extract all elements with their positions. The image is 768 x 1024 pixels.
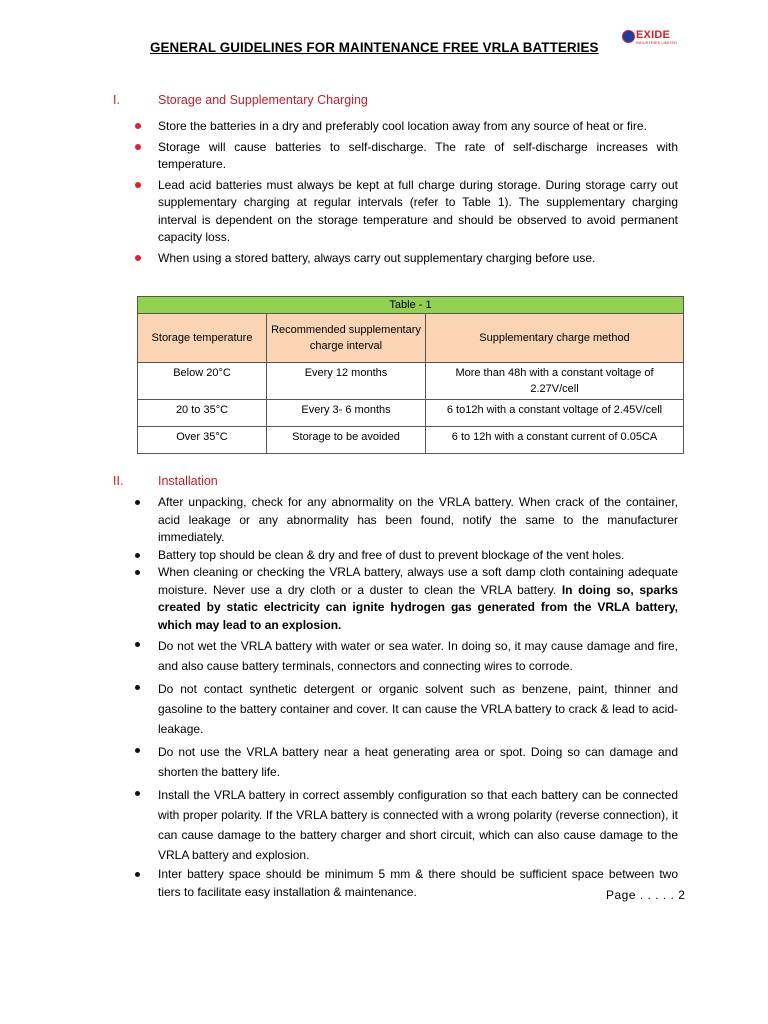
table-header-cell: Supplementary charge method: [426, 314, 684, 363]
bullet-icon: [135, 182, 141, 188]
bullet-icon: [135, 872, 140, 877]
storage-table: [137, 296, 684, 454]
table-header-cell: Storage temperature: [138, 314, 267, 363]
warning-text: In doing so, sparks created by static electricity can ignite hydrogen gas generated from the VRLA battery, which may lead to an explosion.: [158, 582, 679, 632]
section-1-number: I.: [113, 93, 120, 107]
section-1-bullets: [132, 118, 678, 267]
table-cell: Below 20°C: [138, 363, 267, 400]
list-item: Inter battery space should be minimum 5 mm & there should be sufficient space between two tiers to facilitate easy installation & maintenance.: [132, 866, 678, 901]
page-number: Page . . . . . 2: [606, 888, 686, 902]
table-cell: Storage to be avoided: [267, 427, 426, 454]
bullet-icon: [135, 553, 140, 558]
section-2-number: II.: [113, 474, 124, 488]
list-item: After unpacking, check for any abnormality on the VRLA battery. When crack of the container, acid leakage or any abnormality has been found, notify the same to the manufacturer immediately.: [132, 494, 678, 547]
table-header-cell: Recommended supplementary charge interval: [267, 314, 426, 363]
bullet-icon: [135, 123, 141, 129]
page-title: GENERAL GUIDELINES FOR MAINTENANCE FREE VRLA BATTERIES: [150, 40, 599, 55]
list-item: Store the batteries in a dry and preferably cool location away from any source of heat or fire.: [132, 118, 678, 136]
section-1-title: Storage and Supplementary Charging: [158, 93, 368, 107]
exide-logo: [622, 29, 678, 47]
list-item: Do not use the VRLA battery near a heat generating area or spot. Doing so can damage and shorten the battery life.: [132, 742, 678, 782]
table-row: [138, 427, 684, 454]
list-item: Install the VRLA battery in correct assembly configuration so that each battery can be connected with proper polarity. If the VRLA battery is connected with a wrong polarity (reverse connection), it can cause damage to the battery charger and short circuit, which can also cause damage to the VRLA battery and explosion.: [132, 785, 678, 865]
bullet-icon: [135, 570, 140, 575]
table-cell: Every 12 months: [267, 363, 426, 400]
list-item: Battery top should be clean & dry and free of dust to prevent blockage of the vent holes.: [132, 547, 678, 565]
bullet-icon: [135, 500, 140, 505]
table-cell: 6 to 12h with a constant current of 0.05CA: [426, 427, 684, 454]
list-item: When using a stored battery, always carry out supplementary charging before use.: [132, 250, 678, 268]
bullet-icon: [135, 791, 140, 796]
table-cell: 6 to12h with a constant voltage of 2.45V/cell: [426, 400, 684, 427]
table-row: [138, 400, 684, 427]
table-caption: Table - 1: [138, 297, 684, 314]
bullet-icon: [135, 144, 141, 150]
logo-text: EXIDE: [636, 29, 671, 41]
table-header-row: [138, 314, 684, 363]
list-item: Do not contact synthetic detergent or organic solvent such as benzene, paint, thinner and gasoline to the battery container and cover. It can cause the VRLA battery to crack & lead to acid-leakage.: [132, 679, 678, 739]
table-cell: Over 35°C: [138, 427, 267, 454]
list-item: Lead acid batteries must always be kept at full charge during storage. During storage carry out supplementary charging at regular intervals (refer to Table 1). The supplementary charging interval is dependent on the storage temperature and should be observed to avoid permanent capacity loss.: [132, 177, 678, 247]
bullet-icon: [135, 255, 141, 261]
bullet-icon: [135, 748, 140, 753]
list-item: When cleaning or checking the VRLA battery, always use a soft damp cloth containing adequate moisture. Never use a dry cloth or a duster to clean the VRLA battery. In doing so, sparks created by static electricity can ignite hydrogen gas generated from the VRLA battery, which may lead to an explosion.: [132, 564, 678, 634]
list-item: Do not wet the VRLA battery with water or sea water. In doing so, it may cause damage and fire, and also cause battery terminals, connectors and connecting wires to corrode.: [132, 636, 678, 676]
table-cell: 20 to 35°C: [138, 400, 267, 427]
table-cell: Every 3- 6 months: [267, 400, 426, 427]
logo-subtext: INDUSTRIES LIMITED: [636, 40, 678, 45]
exide-logo-icon: [622, 30, 635, 43]
section-2-bullets: [132, 494, 678, 901]
table-row: [138, 363, 684, 400]
section-2-title: Installation: [158, 474, 218, 488]
bullet-icon: [135, 685, 140, 690]
list-item: Storage will cause batteries to self-discharge. The rate of self-discharge increases with temperature.: [132, 139, 678, 174]
bullet-icon: [135, 642, 140, 647]
table-cell: More than 48h with a constant voltage of 2.27V/cell: [426, 363, 684, 400]
